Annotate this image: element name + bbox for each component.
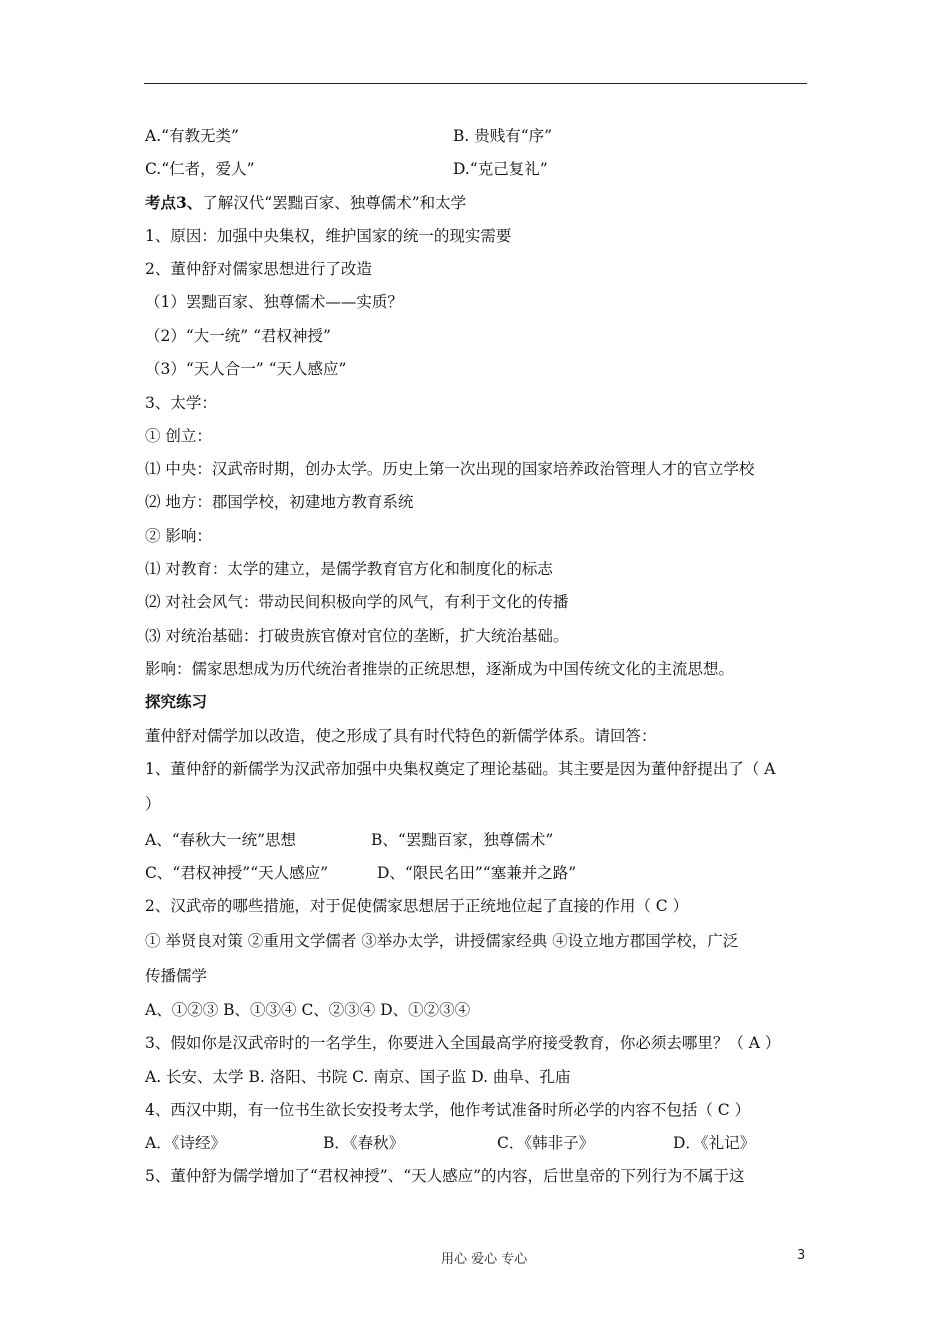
- question-1-options-row-2: [145, 863, 577, 883]
- content-line: ⑵ 对社会风气：带动民间积极向学的风气，有利于文化的传播: [145, 593, 569, 611]
- question-3-options: A. 长安、太学 B. 洛阳、书院 C. 南京、国子监 D. 曲阜、孔庙: [145, 1068, 571, 1086]
- content-line: （1）罢黜百家、独尊儒术——实质？: [145, 293, 403, 311]
- content-line: 3、太学：: [145, 394, 217, 412]
- content-line: ② 影响：: [145, 527, 212, 545]
- question-2: 2、汉武帝的哪些措施，对于促使儒家思想居于正统地位起了直接的作用（ C ）: [145, 897, 689, 915]
- content-line: 影响：儒家思想成为历代统治者推崇的正统思想，逐渐成为中国传统文化的主流思想。: [145, 660, 735, 678]
- question-1-options-row-1: [145, 830, 554, 850]
- page-number: 3: [797, 1248, 806, 1263]
- question-2-items-cont: 传播儒学: [145, 967, 208, 985]
- section-title-text: 了解汉代“罢黜百家、独尊儒术”和太学: [202, 194, 467, 212]
- content-line: 1、原因：加强中央集权，维护国家的统一的现实需要: [145, 227, 512, 245]
- section-number: 考点3、: [145, 193, 203, 212]
- content-line: ⑴ 中央：汉武帝时期，创办太学。历史上第一次出现的国家培养政治管理人才的官立学校: [145, 460, 755, 478]
- content-line: 2、董仲舒对儒家思想进行了改造: [145, 260, 372, 278]
- content-line: （3）“天人合一” “天人感应”: [145, 360, 347, 378]
- question-3: 3、假如你是汉武帝时的一名学生，你要进入全国最高学府接受教育，你必须去哪里？（ A ）: [145, 1034, 781, 1052]
- content-line: ⑶ 对统治基础：打破贵族官僚对官位的垄断，扩大统治基础。: [145, 627, 569, 645]
- content-line: （2）“大一统” “君权神授”: [145, 327, 331, 345]
- question-2-options: A、①②③ B、①③④ C、②③④ D、①②③④: [145, 1001, 471, 1019]
- q4-option-d: D．《礼记》: [673, 1134, 756, 1152]
- option-d: D.“克己复礼”: [453, 160, 548, 178]
- question-1-cont: ）: [145, 795, 161, 813]
- question-4: 4、西汉中期，有一位书生欲长安投考太学，他作考试准备时所必学的内容不包括（ C ）: [145, 1101, 751, 1119]
- question-5: 5、董仲舒为儒学增加了“君权神授”、“天人感应”的内容，后世皇帝的下列行为不属于这: [145, 1167, 745, 1185]
- question-4-options: [145, 1133, 756, 1153]
- option-b: B. 贵贱有“序”: [453, 127, 553, 145]
- question-2-items: ① 举贤良对策 ②重用文学儒者 ③举办太学，讲授儒家经典 ④设立地方郡国学校，广泛: [145, 932, 739, 950]
- content-line: ① 创立：: [145, 427, 212, 445]
- question-1: 1、董仲舒的新儒学为汉武帝加强中央集权奠定了理论基础。其主要是因为董仲舒提出了（ A: [145, 760, 776, 778]
- practice-title: 探究练习: [145, 692, 208, 711]
- q4-option-c: C．《韩非子》: [497, 1134, 595, 1152]
- q1-option-a: A、“春秋大一统”思想: [145, 831, 297, 849]
- q1-option-d: D、“限民名田”“塞兼并之路”: [377, 864, 577, 882]
- content-line: ⑴ 对教育：太学的建立，是儒学教育官方化和制度化的标志: [145, 560, 553, 578]
- practice-intro: 董仲舒对儒学加以改造，使之形成了具有时代特色的新儒学体系。请回答：: [145, 727, 657, 745]
- section-title: [145, 193, 466, 213]
- option-row-2: [145, 159, 548, 179]
- option-c: C.“仁者，爱人”: [145, 160, 255, 178]
- content-line: ⑵ 地方：郡国学校，初建地方教育系统: [145, 493, 414, 511]
- q1-option-b: B、“罢黜百家，独尊儒术”: [371, 831, 554, 849]
- option-row-1: [145, 126, 553, 146]
- q1-option-c: C、“君权神授”“天人感应”: [145, 864, 329, 882]
- q4-option-a: A．《诗经》: [145, 1134, 226, 1152]
- footer-slogan: 用心 爱心 专心: [441, 1252, 528, 1267]
- header-rule: [144, 83, 807, 84]
- q4-option-b: B．《春秋》: [323, 1134, 405, 1152]
- option-a: A.“有教无类”: [145, 127, 239, 145]
